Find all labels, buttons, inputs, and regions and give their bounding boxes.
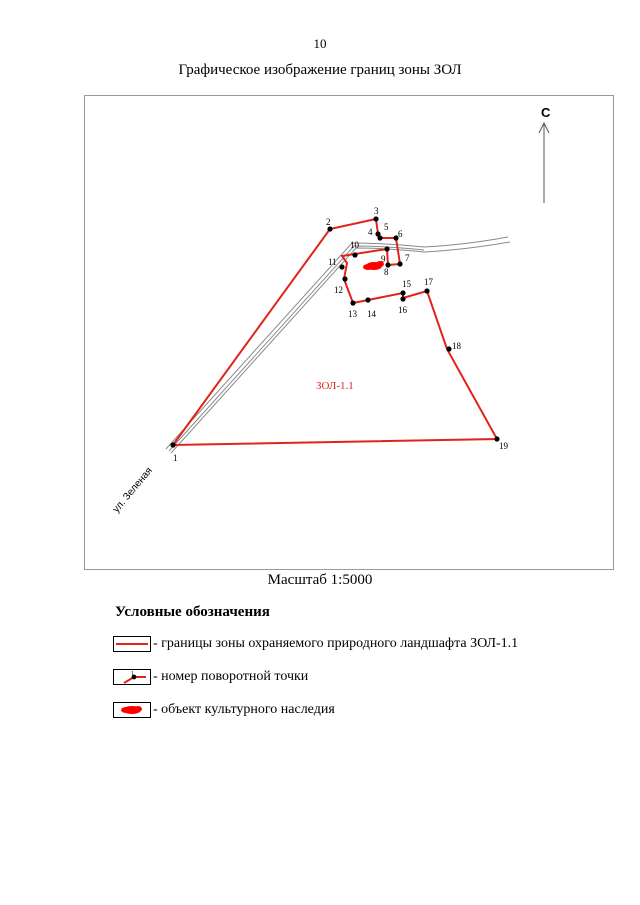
turning-points	[170, 216, 499, 447]
legend-item-heritage	[113, 699, 335, 721]
zone-label: ЗОЛ-1.1	[316, 380, 354, 392]
point-label: 19	[499, 441, 508, 451]
legend-item-boundary	[113, 633, 518, 655]
page-number: 10	[313, 36, 327, 51]
turning-point-sample-number: 1	[131, 671, 134, 677]
point-label: 14	[367, 309, 376, 319]
point-label: 6	[398, 229, 403, 239]
point-label: 11	[328, 257, 337, 267]
street-label: ул. Зеленая	[110, 465, 155, 515]
zone-boundary	[173, 219, 497, 445]
legend-heading: Условные обозначения	[115, 604, 270, 620]
page-title: Графическое изображение границ зоны ЗОЛ	[178, 62, 462, 78]
heritage-object-icon	[113, 702, 151, 718]
point-label: 4	[368, 227, 373, 237]
zone-map	[84, 95, 614, 570]
point-label: 18	[452, 341, 461, 351]
point-label: 8	[384, 267, 389, 277]
point-label: 3	[374, 206, 379, 216]
point-label: 7	[405, 253, 410, 263]
point-label: 15	[402, 279, 411, 289]
point-label: 12	[334, 285, 343, 295]
point-label: 2	[326, 217, 331, 227]
point-label: 17	[424, 277, 433, 287]
point-label: 1	[173, 453, 178, 463]
north-label: С	[541, 105, 551, 120]
legend-item-turning-point	[113, 666, 308, 688]
point-label: 5	[384, 222, 389, 232]
point-label: 10	[350, 240, 359, 250]
legend-label: - объект культурного наследия	[153, 702, 335, 717]
point-label: 13	[348, 309, 357, 319]
legend-label: - границы зоны охраняемого природного ландшафта ЗОЛ-1.1	[153, 636, 519, 651]
turning-point-icon	[113, 669, 151, 685]
north-arrow-icon	[539, 123, 549, 203]
boundary-line-icon	[113, 636, 151, 652]
legend-label: - номер поворотной точки	[153, 669, 309, 684]
point-label: 9	[381, 254, 386, 264]
point-label: 16	[398, 305, 407, 315]
map-scale: Масштаб 1:5000	[267, 572, 373, 588]
